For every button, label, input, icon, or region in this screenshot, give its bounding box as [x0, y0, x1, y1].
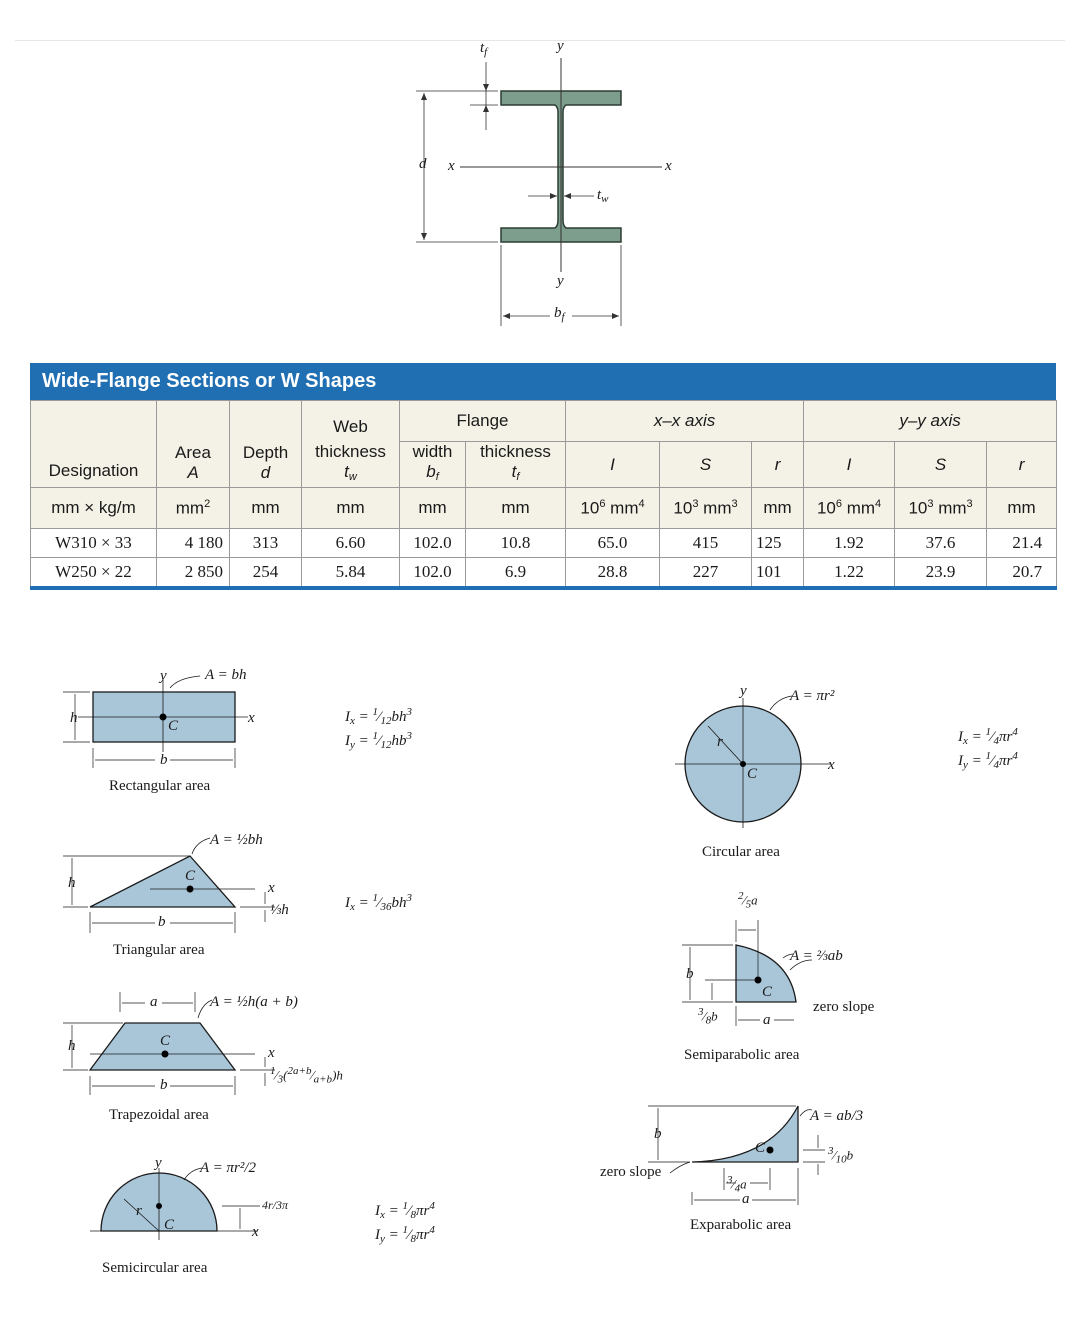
spar-zero-slope: zero slope — [813, 999, 875, 1015]
cell-iy: 1.92 — [804, 529, 895, 558]
beam-figure — [0, 0, 1080, 340]
spar-b-label: b — [686, 966, 694, 982]
cell-rx: 125 — [752, 529, 804, 558]
cell-sx: 415 — [660, 529, 752, 558]
trap-a-label: a — [150, 994, 158, 1010]
trap-h-label: h — [68, 1038, 76, 1054]
rect-x-label: x — [248, 710, 255, 726]
tf-label: $t_f$ — [480, 40, 488, 58]
ry-header: r — [987, 442, 1057, 488]
flange-width-header: width $b_f$ — [400, 442, 466, 488]
cell-area: 2 850 — [157, 558, 230, 589]
cell-rx: 101 — [752, 558, 804, 589]
circ-iy-formula: $I_y$ = $^1⁄_4\pi r^4$ — [958, 750, 1018, 771]
spar-two-fifths-a: $^2⁄_5a$ — [738, 890, 758, 911]
cell-area: 4 180 — [157, 529, 230, 558]
header-row-1 — [31, 401, 1057, 442]
cell-bf: 102.0 — [400, 529, 466, 558]
ix-header: I — [566, 442, 660, 488]
unit-ry: mm — [987, 488, 1057, 529]
units-row — [31, 488, 1057, 529]
unit-fwidth: mm — [400, 488, 466, 529]
d-label: d — [419, 156, 427, 172]
rect-y-label: y — [160, 668, 167, 684]
rect-ix-formula: $I_x$ = $^1⁄_{12}bh^3$ — [345, 706, 413, 727]
cell-tf: 6.9 — [466, 558, 566, 589]
cell-iy: 1.22 — [804, 558, 895, 589]
y-bottom-label: y — [557, 273, 564, 289]
semi-y-label: y — [155, 1155, 162, 1171]
semi-x-label: x — [252, 1224, 259, 1240]
shapes-svg — [0, 640, 1080, 1320]
cell-depth: 313 — [230, 529, 302, 558]
unit-designation: mm × kg/m — [31, 488, 157, 529]
cell-designation: W250 × 22 — [31, 558, 157, 589]
web-thickness-header: Web thickness $t_w$ — [302, 401, 400, 488]
cell-depth: 254 — [230, 558, 302, 589]
trap-caption: Trapezoidal area — [109, 1107, 209, 1123]
cell-tw: 5.84 — [302, 558, 400, 589]
expar-c-label: C — [755, 1140, 766, 1156]
unit-sx: $10^3$ $mm^3$ — [660, 488, 752, 529]
designation-header: Designation — [31, 401, 157, 488]
table-row — [31, 529, 1057, 558]
rect-c-label: C — [168, 718, 179, 734]
semi-caption: Semicircular area — [102, 1260, 208, 1276]
spar-c-label: C — [762, 984, 773, 1000]
cell-ix: 28.8 — [566, 558, 660, 589]
xx-axis-header: x–x axis — [566, 401, 804, 442]
x-right-label: x — [665, 158, 672, 174]
cell-ix: 65.0 — [566, 529, 660, 558]
bf-label: $b_f$ — [554, 305, 565, 323]
expar-three-quarters-a: $^3⁄_4a$ — [727, 1174, 747, 1195]
tri-caption: Triangular area — [113, 942, 205, 958]
circ-c-label: C — [747, 766, 758, 782]
cell-sx: 227 — [660, 558, 752, 589]
unit-fthick: mm — [466, 488, 566, 529]
cell-sy: 23.9 — [895, 558, 987, 589]
semi-r-label: r — [136, 1203, 142, 1219]
expar-three-tenths-b: $^3⁄_{10}b$ — [828, 1145, 854, 1166]
sx-header: S — [660, 442, 752, 488]
expar-a-label: a — [742, 1191, 750, 1207]
tri-third-h-label: ⅓h — [270, 902, 289, 918]
rect-h-label: h — [70, 710, 78, 726]
tri-x-label: x — [268, 880, 275, 896]
trap-x-label: x — [268, 1045, 275, 1061]
trap-b-label: b — [160, 1077, 168, 1093]
sy-header: S — [895, 442, 987, 488]
cell-ry: 20.7 — [987, 558, 1057, 589]
expar-zero-slope: zero slope — [600, 1164, 662, 1180]
tw-label: $t_w$ — [597, 187, 609, 205]
table-title: Wide-Flange Sections or W Shapes — [30, 363, 1056, 400]
unit-web: mm — [302, 488, 400, 529]
unit-area: $mm^2$ — [157, 488, 230, 529]
rect-iy-formula: $I_y$ = $^1⁄_{12}hb^3$ — [345, 730, 413, 751]
x-left-label: x — [448, 158, 455, 174]
circ-y-label: y — [740, 683, 747, 699]
rect-area-formula: A = bh — [205, 667, 247, 683]
trap-centroid-formula: $^1⁄_3(^{2a+b}⁄_{a+b})h$ — [270, 1065, 343, 1086]
unit-ix: $10^6$ $mm^4$ — [566, 488, 660, 529]
tri-b-label: b — [158, 914, 166, 930]
semi-area-formula: A = πr²/2 — [200, 1160, 257, 1176]
w-shapes-grid — [30, 400, 1057, 590]
rect-b-label: b — [160, 752, 168, 768]
semi-c-label: C — [164, 1217, 175, 1233]
tri-h-label: h — [68, 875, 76, 891]
trap-c-label: C — [160, 1033, 171, 1049]
shape-properties — [0, 640, 1080, 1320]
depth-header: Depth d — [230, 401, 302, 488]
expar-b-label: b — [654, 1126, 662, 1142]
cell-bf: 102.0 — [400, 558, 466, 589]
circle-shape — [675, 696, 830, 828]
semi-offset-label: 4r/3π — [262, 1198, 289, 1212]
expar-caption: Exparabolic area — [690, 1217, 792, 1233]
w-shapes-table — [30, 363, 1056, 590]
cell-designation: W310 × 33 — [31, 529, 157, 558]
rect-caption: Rectangular area — [109, 778, 211, 794]
circ-r-label: r — [717, 734, 723, 750]
unit-sy: $10^3$ $mm^3$ — [895, 488, 987, 529]
semi-ix-formula: $I_x$ = $^1⁄_8\pi r^4$ — [375, 1200, 435, 1221]
tri-area-formula: A = ½bh — [210, 832, 263, 848]
triangle-shape — [63, 838, 275, 933]
spar-area-formula: A = ⅔ab — [790, 948, 843, 964]
unit-depth: mm — [230, 488, 302, 529]
iy-header: I — [804, 442, 895, 488]
unit-iy: $10^6$ $mm^4$ — [804, 488, 895, 529]
flange-header: Flange — [400, 401, 566, 442]
yy-axis-header: y–y axis — [804, 401, 1057, 442]
cell-tf: 10.8 — [466, 529, 566, 558]
spar-a-label: a — [763, 1012, 771, 1028]
y-top-label: y — [557, 38, 564, 54]
semicircle-shape — [90, 1168, 260, 1240]
expar-area-formula: A = ab/3 — [810, 1108, 864, 1124]
circ-ix-formula: $I_x$ = $^1⁄_4\pi r^4$ — [958, 726, 1018, 747]
rectangle-shape — [63, 676, 248, 768]
circ-x-label: x — [828, 757, 835, 773]
cell-ry: 21.4 — [987, 529, 1057, 558]
unit-rx: mm — [752, 488, 804, 529]
w-shape-diagram — [0, 0, 1080, 340]
table-row — [31, 558, 1057, 589]
rx-header: r — [752, 442, 804, 488]
cell-tw: 6.60 — [302, 529, 400, 558]
spar-three-eighths-b: $^3⁄_8b$ — [698, 1006, 718, 1027]
area-header: Area A — [157, 401, 230, 488]
semi-iy-formula: $I_y$ = $^1⁄_8\pi r^4$ — [375, 1224, 435, 1245]
spar-caption: Semiparabolic area — [684, 1047, 800, 1063]
circ-caption: Circular area — [702, 844, 780, 860]
circ-area-formula: A = πr² — [790, 688, 835, 704]
trap-area-formula: A = ½h(a + b) — [210, 994, 298, 1010]
cell-sy: 37.6 — [895, 529, 987, 558]
flange-thickness-header: thickness $t_f$ — [466, 442, 566, 488]
tri-ix-formula: $I_x$ = $^1⁄_{36}bh^3$ — [345, 892, 413, 913]
tri-c-label: C — [185, 868, 196, 884]
